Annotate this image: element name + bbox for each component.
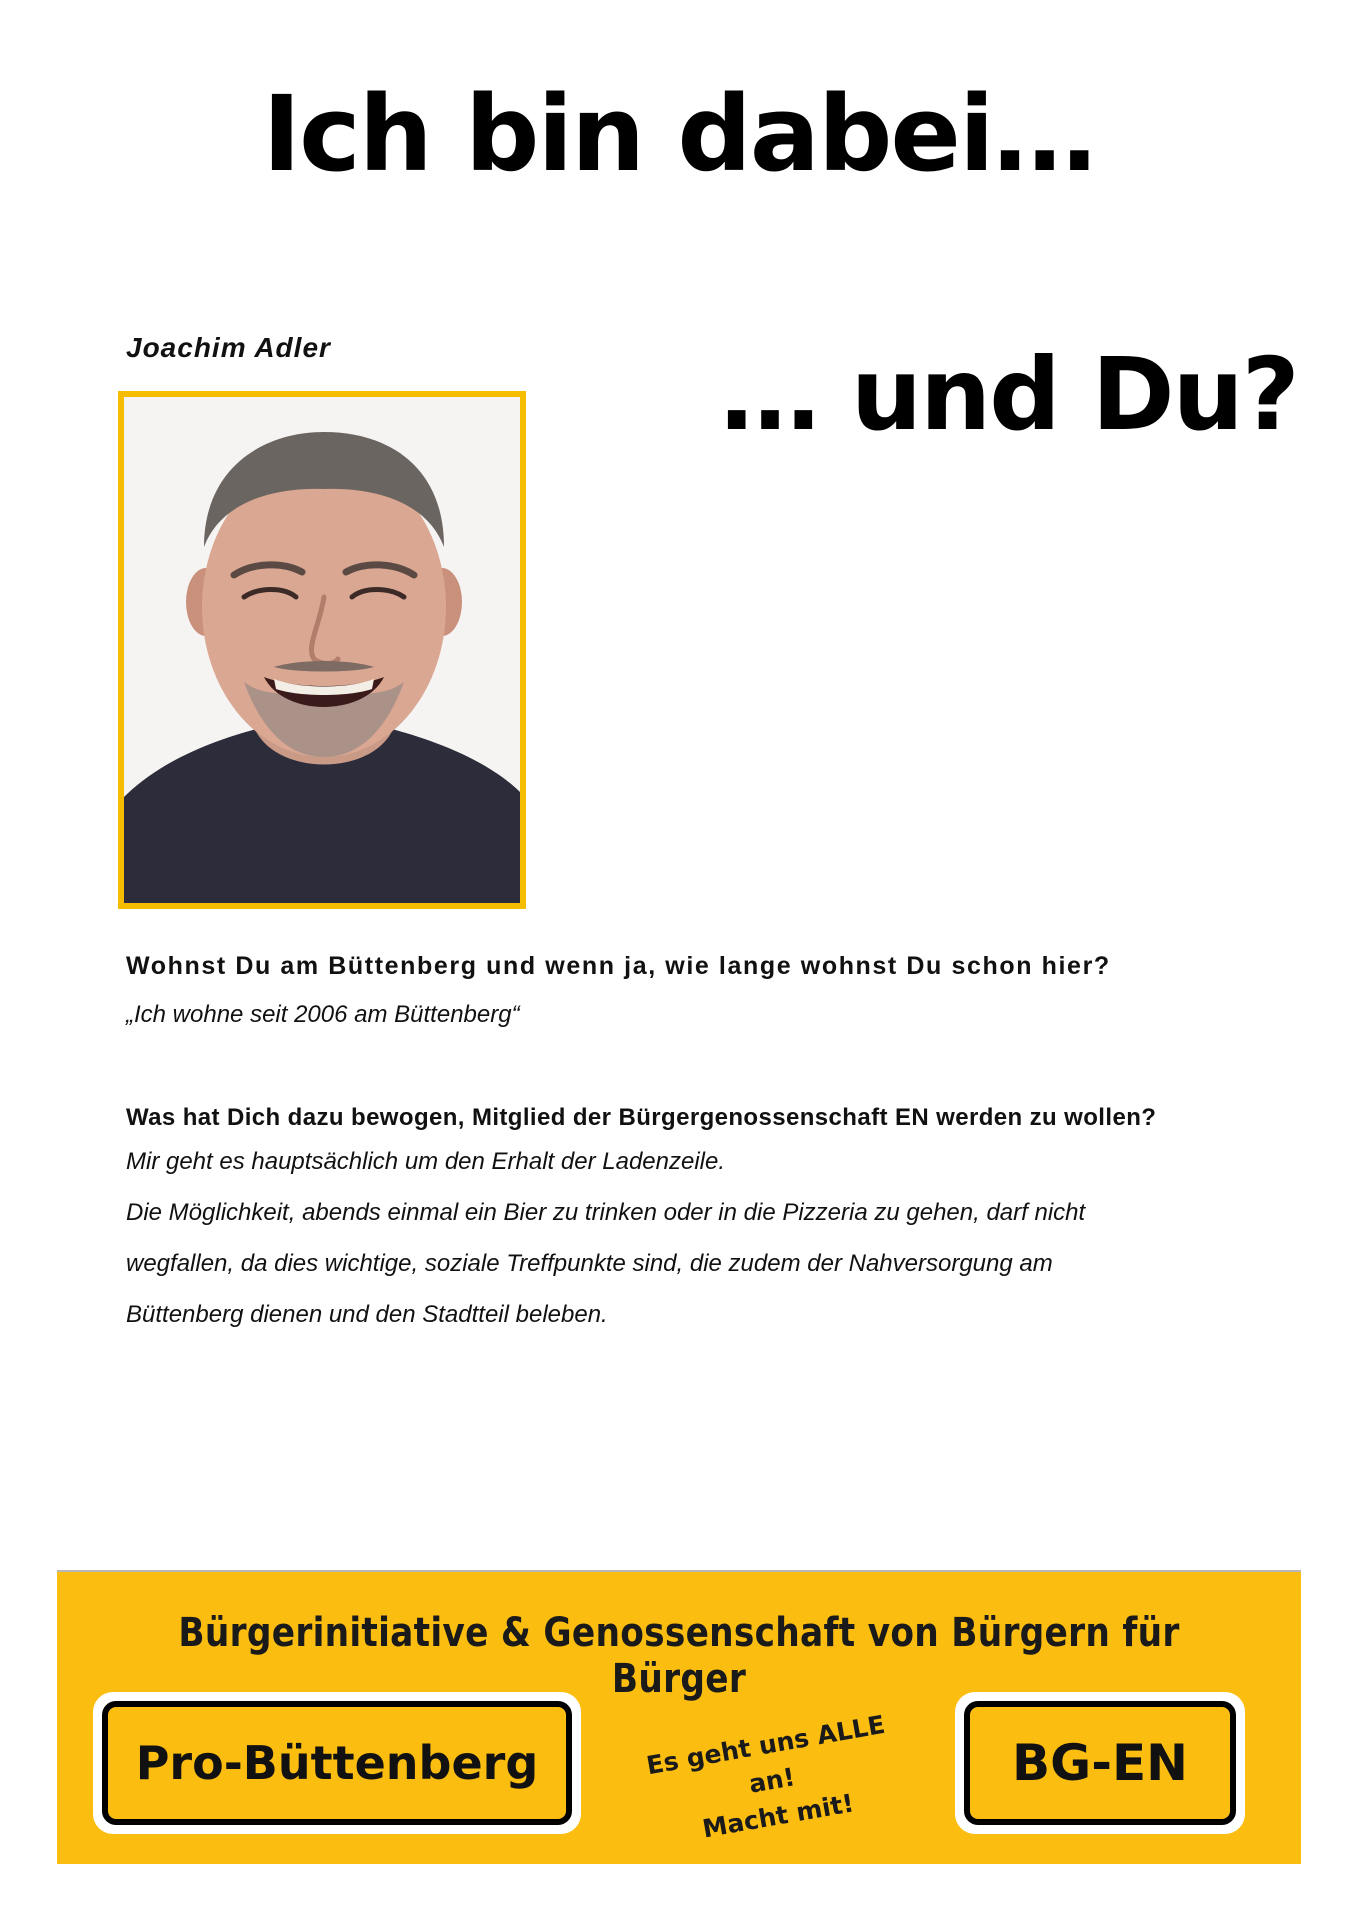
sign-right-label: BG-EN (964, 1701, 1236, 1825)
qa-block-2 (126, 1104, 1246, 1340)
slogan-line-2: Macht mit! (700, 1788, 857, 1844)
slogan-line-1: Es geht uns ALLE an! (644, 1709, 888, 1799)
answer-line: Die Möglichkeit, abends einmal ein Bier zu trinken oder in die Pizzeria zu gehen, darf nicht (126, 1199, 1086, 1226)
answer-line: „Ich wohne seit 2006 am Büttenberg“ (126, 1001, 520, 1028)
banner-title: Bürgerinitiative & Genossenschaft von Bürgern für Bürger (178, 1610, 1180, 1702)
slogan (630, 1704, 915, 1857)
answer-line: Mir geht es hauptsächlich um den Erhalt der Ladenzeile. (126, 1148, 726, 1175)
person-name: Joachim Adler (126, 332, 331, 363)
bg-en-sign (955, 1692, 1245, 1834)
headline: Ich bin dabei… (262, 73, 1095, 195)
subheadline: … und Du? (720, 336, 1298, 453)
answer-line: wegfallen, da dies wichtige, soziale Treffpunkte sind, die zudem der Nahversorgung am (126, 1250, 1053, 1277)
portrait-photo (118, 391, 526, 909)
answer-1 (126, 989, 1246, 1040)
answer-2 (126, 1136, 1246, 1340)
question-1: Wohnst Du am Büttenberg und wenn ja, wie lange wohnst Du schon hier? (126, 952, 1111, 980)
footer-banner (57, 1570, 1301, 1864)
answer-line: Büttenberg dienen und den Stadtteil beleben. (126, 1301, 608, 1328)
pro-buettenberg-sign (93, 1692, 581, 1834)
question-2: Was hat Dich dazu bewogen, Mitglied der Bürgergenossenschaft EN werden zu wollen? (126, 1104, 1157, 1131)
sign-left-label: Pro-Büttenberg (102, 1701, 572, 1825)
qa-block-1 (126, 952, 1246, 1040)
